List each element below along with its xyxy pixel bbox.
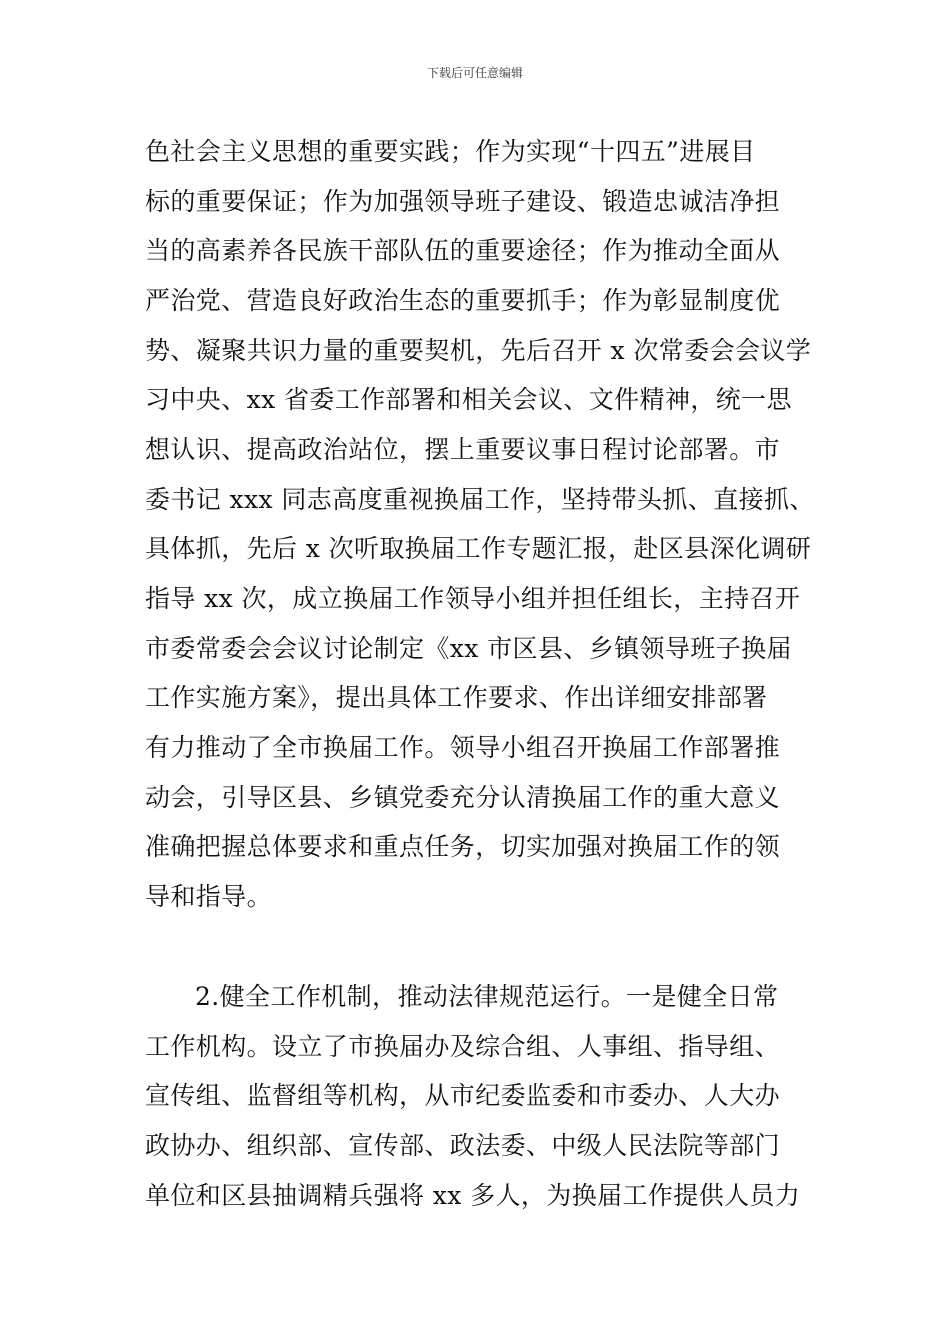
text-line: 委书记 xxx 同志高度重视换届工作，坚持带头抓、直接抓、: [145, 485, 815, 514]
text-line: 习中央、xx 省委工作部署和相关会议、文件精神，统一思: [145, 385, 792, 414]
text-line: 市委常委会会议讨论制定《xx 市区县、乡镇领导班子换届: [145, 634, 792, 663]
text-line: 标的重要保证；作为加强领导班子建设、锻造忠诚洁净担: [145, 187, 781, 216]
text-line: 势、凝聚共识力量的重要契机，先后召开 x 次常委会会议学: [145, 336, 812, 365]
text-line: 指导 xx 次，成立换届工作领导小组并担任组长，主持召开: [145, 584, 801, 613]
text-line: 导和指导。: [145, 882, 273, 911]
text-line: 动会，引导区县、乡镇党委充分认清换届工作的重大意义: [145, 783, 781, 812]
text-line: 严治党、营造良好政治生态的重要抓手；作为彰显制度优: [145, 286, 781, 315]
text-line: 当的高素养各民族干部队伍的重要途径；作为推动全面从: [145, 236, 781, 265]
text-line: 具体抓，先后 x 次听取换届工作专题汇报，赴区县深化调研: [145, 534, 812, 563]
text-line: 宣传组、监督组等机构，从市纪委监委和市委办、人大办: [145, 1081, 781, 1110]
text-line: 工作机构。设立了市换届办及综合组、人事组、指导组、: [145, 1032, 781, 1061]
text-line: 2.健全工作机制，推动法律规范运行。一是健全日常: [195, 982, 779, 1011]
text-line: 政协办、组织部、宣传部、政法委、中级人民法院等部门: [145, 1131, 781, 1160]
text-line: 工作实施方案》，提出具体工作要求、作出详细安排部署: [145, 683, 768, 712]
text-line: 色社会主义思想的重要实践；作为实现“十四五”进展目: [145, 137, 756, 166]
text-line: 准确把握总体要求和重点任务，切实加强对换届工作的领: [145, 832, 781, 861]
page-header: 下载后可任意编辑: [426, 66, 523, 80]
text-line: 有力推动了全市换届工作。领导小组召开换届工作部署推: [145, 733, 781, 762]
text-line: 单位和区县抽调精兵强将 xx 多人，为换届工作提供人员力: [145, 1181, 801, 1210]
text-line: 想认识、提高政治站位，摆上重要议事日程讨论部署。市: [145, 435, 781, 464]
